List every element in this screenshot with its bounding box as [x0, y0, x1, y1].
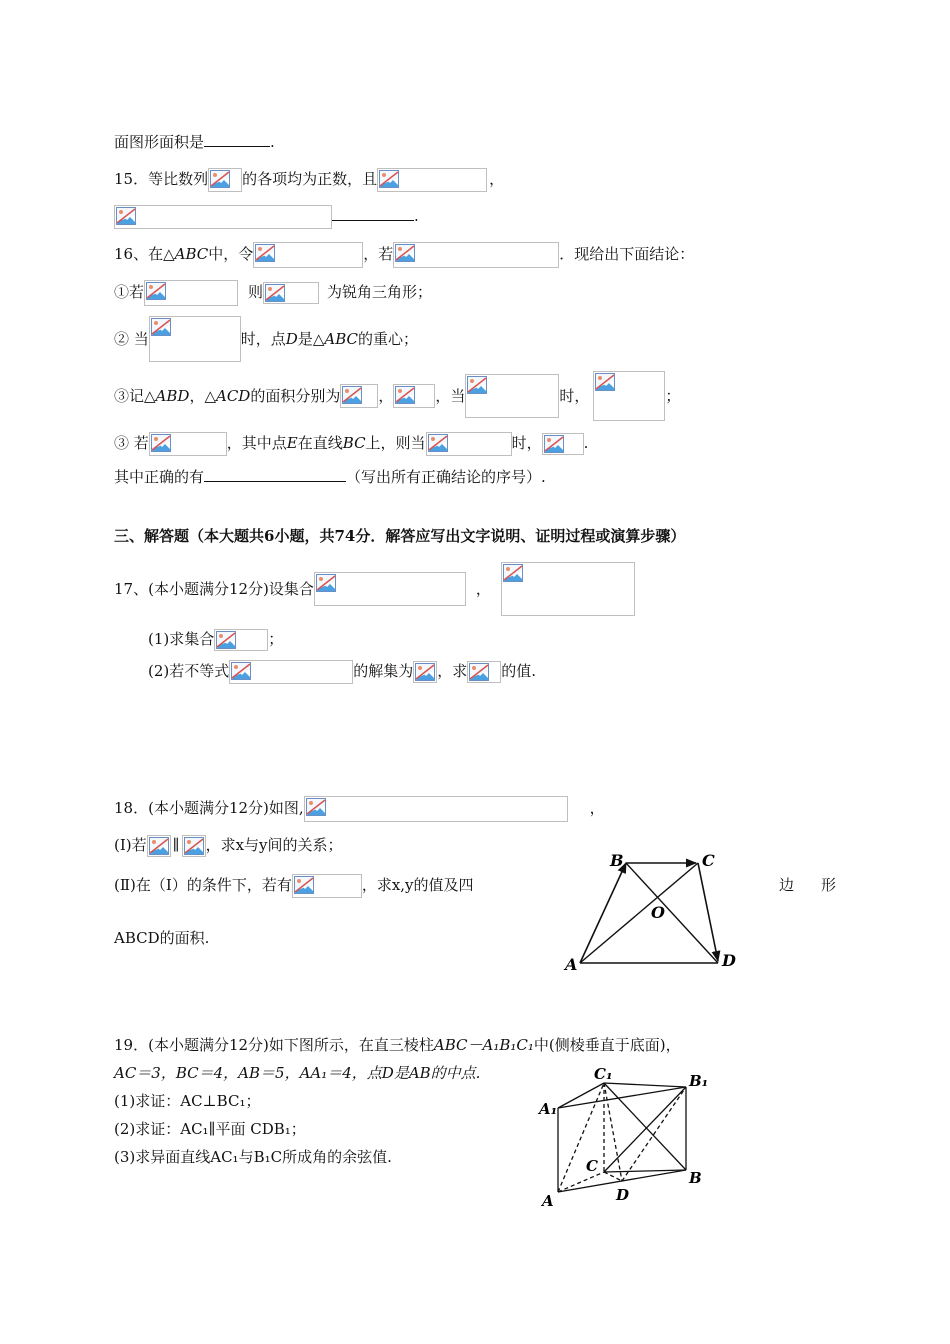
q18-part2-tail-bian: 边 — [779, 876, 795, 894]
formula-image — [292, 874, 362, 898]
q16-text: ，若 — [363, 245, 394, 263]
broken-image-icon — [342, 386, 362, 404]
q15-line2 — [114, 205, 419, 229]
q16-conclusion-4 — [114, 432, 588, 456]
label-o: O — [651, 903, 665, 922]
broken-image-icon — [469, 663, 489, 681]
q19-line1 — [114, 1034, 681, 1056]
formula-image — [542, 433, 584, 455]
quadrilateral-figure — [560, 846, 750, 974]
broken-image-icon — [255, 244, 275, 262]
formula-image — [465, 374, 559, 418]
q16-c4-text: 时， — [511, 434, 542, 452]
q16-c3-text: ，当 — [435, 387, 466, 405]
q14-tail-line — [114, 131, 275, 153]
q17-part2-text: 的值. — [501, 662, 537, 680]
formula-image — [314, 572, 466, 606]
q16-head: 16、在△ — [114, 245, 175, 263]
q16-conclusion-2 — [114, 316, 418, 362]
q17-head: 17、(本小题满分12分)设集合 — [114, 580, 314, 598]
q15-comma: ， — [489, 170, 505, 188]
q16-c3-text: ， — [378, 387, 394, 405]
broken-image-icon — [415, 663, 435, 681]
q18-comma: ， — [589, 799, 605, 817]
broken-image-icon — [146, 282, 166, 300]
formula-image — [413, 661, 437, 683]
label-b: B — [689, 1169, 702, 1187]
point-e: E — [286, 434, 298, 452]
q15-number: 15．等比数列 — [114, 170, 209, 188]
formula-image — [149, 432, 227, 456]
q16-c3-abd: ABD — [155, 387, 190, 405]
formula-image — [182, 835, 206, 857]
broken-image-icon — [306, 798, 326, 816]
line-bc: BC — [342, 434, 366, 452]
broken-image-icon — [210, 170, 230, 188]
broken-image-icon — [467, 376, 487, 394]
q18-part1-text: (Ⅰ)若 — [114, 836, 147, 854]
formula-image — [467, 661, 501, 683]
q18-part2-text: ，求x,y的值及四 — [361, 876, 474, 894]
q14-tail-text: 面图形面积是 — [114, 133, 205, 151]
q16-c2-abc: ABC — [324, 330, 358, 348]
answer-blank[interactable] — [204, 481, 346, 482]
q15-end: . — [414, 207, 419, 225]
q14-tail-end: . — [270, 133, 275, 151]
parallel-symbol: ∥ — [172, 836, 180, 854]
q16-c2-text: 的重心； — [358, 330, 419, 348]
broken-image-icon — [544, 435, 564, 453]
q17-line1 — [114, 562, 635, 614]
formula-image — [263, 282, 319, 304]
formula-image — [304, 796, 568, 822]
segment-c1b — [604, 1083, 686, 1170]
q17-part1-text: ； — [268, 630, 284, 648]
broken-image-icon — [151, 434, 171, 452]
q16-c2-text: ② 当 — [114, 330, 149, 348]
q16-c3-text: 的面积分别为 — [250, 387, 341, 405]
formula-image — [593, 371, 665, 421]
q18-part2 — [114, 874, 474, 898]
q16-conclusion-1 — [114, 280, 432, 306]
segment-db1 — [622, 1087, 686, 1181]
broken-image-icon — [428, 434, 448, 452]
q16-answer-line — [114, 466, 546, 488]
formula-image — [214, 629, 268, 651]
q17-part2-text: ，求 — [437, 662, 468, 680]
broken-image-icon — [595, 373, 615, 391]
broken-image-icon — [379, 170, 399, 188]
q16-line1 — [114, 242, 694, 268]
vector-cd — [698, 863, 718, 961]
formula-image — [340, 384, 378, 408]
q16-c3-text: ； — [665, 387, 681, 405]
q18-part1 — [114, 834, 343, 857]
formula-image — [208, 168, 242, 192]
label-d: D — [722, 951, 736, 970]
segment-cd — [604, 1172, 622, 1181]
q18-part2-text: (Ⅱ)在（Ⅰ）的条件下，若有 — [114, 876, 292, 894]
formula-image — [393, 384, 435, 408]
formula-image — [149, 316, 241, 362]
q16-text: 中，令 — [208, 245, 254, 263]
q16-c1-text: 则 — [248, 283, 264, 301]
formula-image — [377, 168, 487, 192]
label-c: C — [586, 1157, 598, 1175]
broken-image-icon — [395, 386, 415, 404]
prism-figure — [536, 1066, 716, 1212]
q16-answer-text: 其中正确的有 — [114, 468, 205, 486]
label-a: A — [542, 1192, 554, 1210]
q19-part1: (1)求证：AC⊥BC₁； — [114, 1092, 261, 1110]
q17-part1 — [148, 628, 283, 651]
formula-image — [229, 660, 353, 684]
q16-c1-text: 为锐角三角形； — [327, 283, 433, 301]
q16-c3-text: 时， — [559, 387, 590, 405]
q19-head-tail: 中(侧棱垂直于底面)， — [533, 1036, 681, 1054]
formula-image — [253, 242, 363, 268]
q16-text: ．现给出下面结论： — [559, 245, 695, 263]
q16-c2-text: 是△ — [297, 330, 325, 348]
q18-line1 — [114, 796, 605, 822]
formula-image — [147, 835, 171, 857]
q15-line1 — [114, 168, 504, 192]
label-c1: C₁ — [594, 1066, 613, 1083]
q16-c4-text: 在直线 — [297, 434, 343, 452]
label-a: A — [565, 955, 578, 974]
q18-head: 18．(本小题满分12分)如图, — [114, 799, 304, 817]
q16-c3-text: ，△ — [189, 387, 216, 405]
answer-blank[interactable] — [332, 220, 414, 221]
q16-c3-acd: ACD — [215, 387, 251, 405]
q16-c4-text: . — [583, 434, 589, 452]
q16-c4-text: 上，则当 — [365, 434, 426, 452]
answer-blank[interactable] — [204, 146, 270, 147]
q16-c2-text: 时，点 — [240, 330, 286, 348]
q17-comma: ， — [475, 580, 491, 598]
q17-part2-text: (2)若不等式 — [148, 662, 230, 680]
q16-c3-text: ③记△ — [114, 387, 156, 405]
broken-image-icon — [316, 574, 336, 592]
q16-c4-text: ③ 若 — [114, 434, 149, 452]
broken-image-icon — [184, 837, 204, 855]
broken-image-icon — [149, 837, 169, 855]
vector-ab — [580, 863, 626, 963]
q17-part2-text: 的解集为 — [353, 662, 414, 680]
q18-part3: ABCD的面积. — [114, 929, 210, 947]
broken-image-icon — [151, 318, 171, 336]
label-b1: B₁ — [689, 1072, 709, 1090]
q17-part2 — [148, 660, 536, 684]
q16-conclusion-3 — [114, 371, 680, 421]
formula-image — [393, 242, 559, 268]
broken-image-icon — [294, 876, 314, 894]
q18-part2-tail-xing: 形 — [821, 876, 837, 894]
broken-image-icon — [265, 284, 285, 302]
q16-c4-text: ，其中点 — [226, 434, 287, 452]
q15-text: 的各项均为正数，且 — [242, 170, 378, 188]
broken-image-icon — [503, 564, 523, 582]
label-b: B — [610, 851, 624, 870]
segment-cb1 — [604, 1087, 686, 1172]
formula-image — [501, 562, 635, 616]
broken-image-icon — [231, 662, 251, 680]
q19-head: 19．(本小题满分12分)如下图所示，在直三棱柱 — [114, 1036, 434, 1054]
q19-part2: (2)求证：AC₁∥平面 CDB₁； — [114, 1120, 306, 1138]
q16-answer-text: （写出所有正确结论的序号）. — [346, 468, 546, 486]
edge-ac — [558, 1172, 604, 1192]
q16-abc: ABC — [174, 245, 209, 263]
broken-image-icon — [216, 631, 236, 649]
q19-prism-name: ABC－A₁B₁C₁ — [433, 1036, 534, 1054]
q17-part1-text: (1)求集合 — [148, 630, 215, 648]
q18-part1-text: ，求x与y间的关系； — [205, 836, 343, 854]
label-d: D — [616, 1186, 630, 1204]
section-3-heading: 三、解答题（本大题共6小题，共74分．解答应写出文字说明、证明过程或演算步骤） — [114, 527, 686, 545]
broken-image-icon — [116, 207, 136, 225]
q16-c1-text: ①若 — [114, 283, 145, 301]
point-d: D — [285, 330, 298, 348]
q19-part3: (3)求异面直线AC₁与B₁C所成角的余弦值. — [114, 1148, 392, 1166]
label-c: C — [702, 851, 715, 870]
broken-image-icon — [395, 244, 415, 262]
formula-image — [114, 205, 332, 229]
edge-c1b1 — [604, 1083, 686, 1087]
label-a1: A₁ — [539, 1100, 558, 1118]
formula-image — [426, 432, 512, 456]
q19-given: AC＝3，BC＝4，AB＝5，AA₁＝4，点D是AB的中点. — [114, 1064, 481, 1082]
formula-image — [144, 280, 238, 306]
